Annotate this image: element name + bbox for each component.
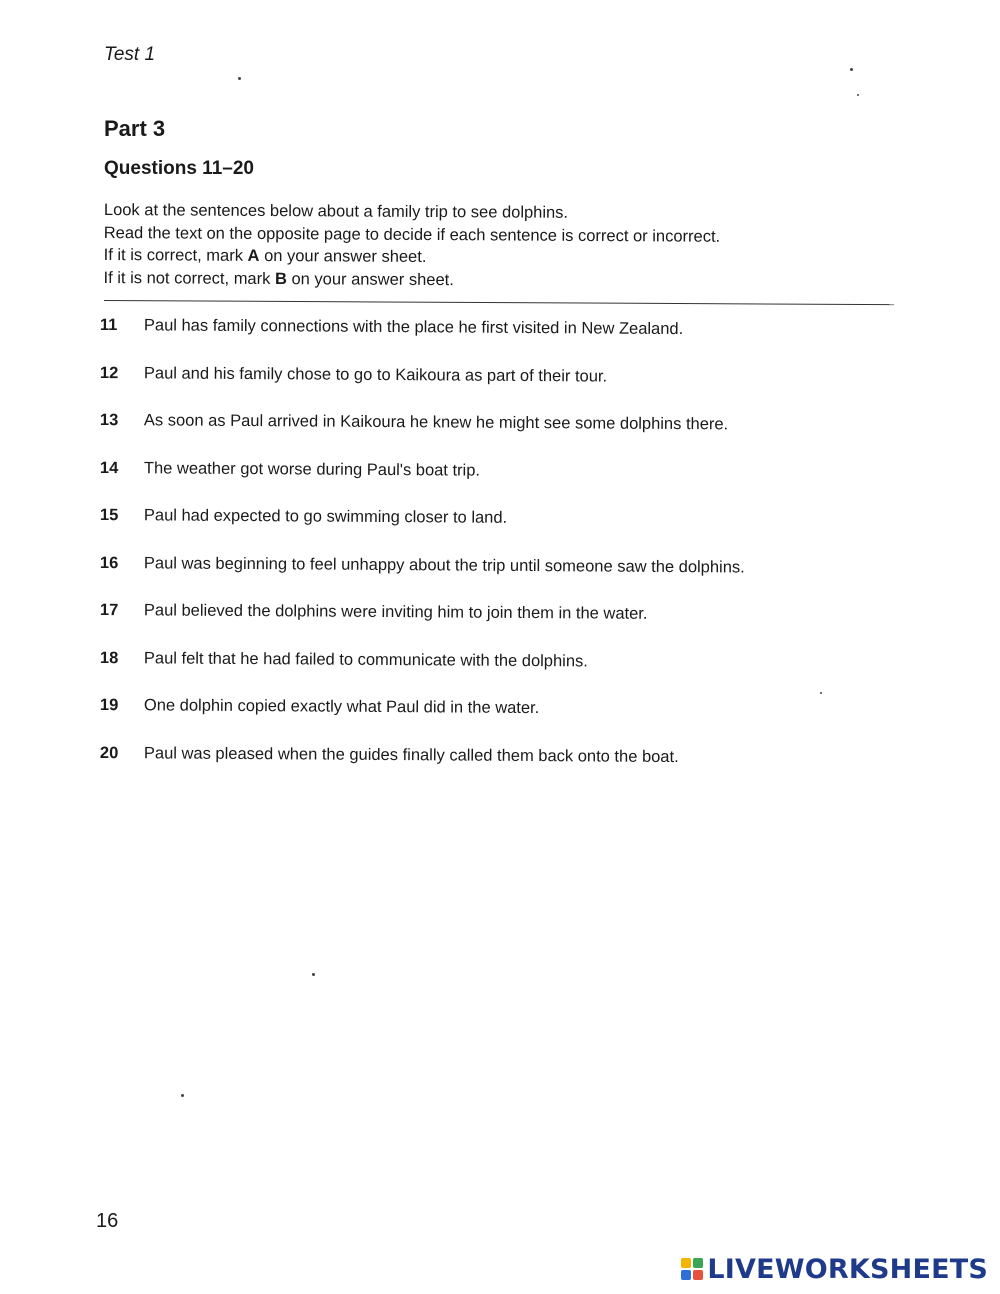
question-item bbox=[100, 459, 900, 512]
instruction-line-3-start: If it is correct, mark bbox=[103, 245, 248, 265]
question-text: Paul was pleased when the guides finally called them back onto the boat. bbox=[143, 743, 679, 766]
question-text: Paul was beginning to feel unhappy about the trip until someone saw the dolphins. bbox=[143, 553, 745, 577]
question-item bbox=[100, 601, 900, 654]
scan-speck bbox=[820, 692, 822, 694]
question-item bbox=[100, 744, 900, 797]
liveworksheets-logo[interactable] bbox=[681, 1254, 988, 1284]
instructions bbox=[103, 199, 720, 293]
question-text: Paul believed the dolphins were inviting him to join them in the water. bbox=[143, 601, 648, 623]
scan-speck bbox=[857, 94, 859, 96]
questions-heading: Questions 11–20 bbox=[104, 158, 254, 179]
question-number: 14 bbox=[99, 458, 119, 477]
question-item bbox=[100, 364, 900, 417]
question-text: Paul felt that he had failed to communicate with the dolphins. bbox=[143, 648, 588, 670]
section-divider bbox=[104, 300, 894, 305]
question-number: 18 bbox=[99, 648, 119, 667]
question-text: Paul and his family chose to go to Kaikoura as part of their tour. bbox=[143, 363, 608, 386]
question-item bbox=[100, 649, 900, 702]
answer-mark-b: B bbox=[274, 269, 287, 288]
question-text: As soon as Paul arrived in Kaikoura he knew he might see some dolphins there. bbox=[143, 411, 729, 434]
instruction-line-1: Look at the sentences below about a family trip to see dolphins. bbox=[103, 200, 569, 222]
test-label: Test 1 bbox=[104, 44, 156, 65]
scan-speck bbox=[850, 68, 853, 71]
logo-square-blue bbox=[681, 1270, 691, 1280]
question-text: The weather got worse during Paul's boat trip. bbox=[143, 458, 481, 480]
answer-mark-a: A bbox=[247, 246, 260, 265]
scan-speck bbox=[312, 973, 315, 976]
instruction-line-4-start: If it is not correct, mark bbox=[103, 268, 276, 288]
question-item bbox=[100, 316, 900, 369]
question-number: 11 bbox=[99, 316, 118, 335]
instruction-line-4 bbox=[103, 266, 720, 292]
instruction-line-2: Read the text on the opposite page to decide if each sentence is correct or incorrect. bbox=[103, 223, 721, 246]
question-text: Paul had expected to go swimming closer to land. bbox=[143, 506, 508, 527]
scan-speck bbox=[181, 1094, 184, 1097]
logo-square-yellow bbox=[681, 1258, 691, 1268]
question-text: Paul has family connections with the place he first visited in New Zealand. bbox=[143, 316, 684, 339]
scan-speck bbox=[238, 77, 241, 80]
question-number: 19 bbox=[99, 696, 119, 715]
logo-square-red bbox=[693, 1270, 703, 1280]
question-item bbox=[100, 411, 900, 464]
part-title: Part 3 bbox=[104, 116, 166, 141]
question-list bbox=[100, 316, 900, 791]
instruction-line-3-end: on your answer sheet. bbox=[259, 246, 427, 266]
question-text: One dolphin copied exactly what Paul did in the water. bbox=[143, 696, 540, 718]
question-number: 15 bbox=[99, 506, 119, 525]
question-number: 16 bbox=[99, 553, 119, 572]
question-number: 17 bbox=[99, 601, 119, 620]
question-number: 20 bbox=[99, 743, 119, 762]
instruction-line-4-end: on your answer sheet. bbox=[286, 269, 454, 289]
instruction-line-3 bbox=[104, 244, 721, 270]
question-item bbox=[100, 554, 900, 607]
logo-square-green bbox=[693, 1258, 703, 1268]
question-item bbox=[100, 696, 900, 749]
question-number: 13 bbox=[99, 411, 119, 430]
question-item bbox=[100, 506, 900, 559]
liveworksheets-logo-text: LIVEWORKSHEETS bbox=[707, 1253, 988, 1285]
question-number: 12 bbox=[99, 363, 119, 382]
page-number: 16 bbox=[96, 1210, 119, 1232]
liveworksheets-logo-icon bbox=[681, 1258, 703, 1280]
